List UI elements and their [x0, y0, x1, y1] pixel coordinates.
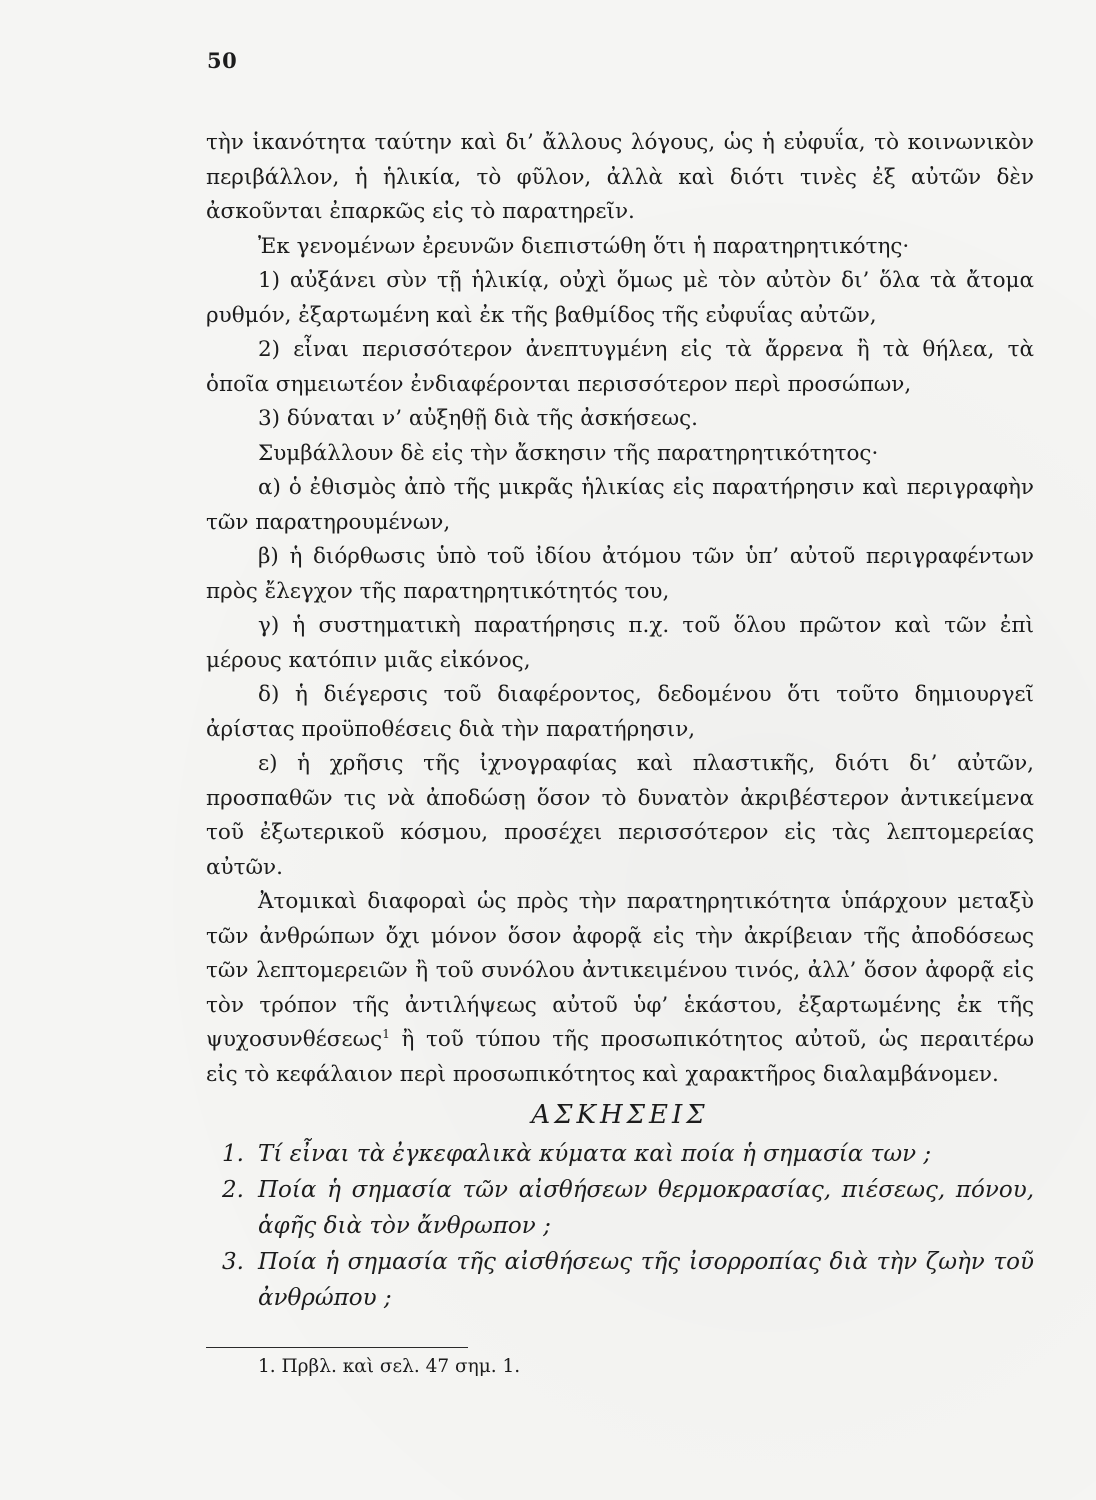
exercise-item-3 [206, 1244, 1034, 1316]
footnote-marker: 1 [382, 1026, 390, 1041]
list-item-c: γ) ἡ συστηματικὴ παρατήρησις π.χ. τοῦ ὅλου πρῶτον καὶ τῶν ἐπὶ μέρους κατόπιν μιᾶς εἰκόνος, [206, 613, 1034, 673]
list-item-1: 1) αὐξάνει σὺν τῇ ἡλικίᾳ, οὐχὶ ὅμως μὲ τὸν αὐτὸν δι’ ὅλα τὰ ἄτομα ρυθμόν, ἐξαρτωμένη καὶ ἐκ τῆς βαθμίδος τῆς εὐφυΐας αὐτῶν, [206, 268, 1034, 328]
exercise-number: 3. [222, 1249, 244, 1275]
exercise-item-1 [206, 1136, 1034, 1172]
paragraph-text-part2: ἢ τοῦ τύπου τῆς προσωπικότητος αὐτοῦ, ὡς περαιτέρω εἰς τὸ κεφάλαιον περὶ προσωπικότητος καὶ χαρακτῆρος διαλαμβάνομεν. [206, 1027, 1034, 1087]
paragraph-individual-differences [206, 885, 1034, 1092]
exercise-item-2 [206, 1172, 1034, 1244]
exercise-text: Ποία ἡ σημασία τῶν αἰσθήσεων θερμοκρασίας, πιέσεως, πόνου, ἁφῆς διὰ τὸν ἄνθρωπον ; [258, 1177, 1034, 1239]
list-item-2: 2) εἶναι περισσότερον ἀνεπτυγμένη εἰς τὰ ἄρρενα ἢ τὰ θήλεα, τὰ ὁποῖα σημειωτέον ἐνδιαφέρονται περισσότερον περὶ προσώπων, [206, 337, 1034, 397]
paragraph-research: Ἐκ γενομένων ἐρευνῶν διεπιστώθη ὅτι ἡ παρατηρητικότης· [258, 233, 910, 259]
paragraph-intro: τὴν ἱκανότητα ταύτην καὶ δι’ ἄλλους λόγους, ὡς ἡ εὐφυΐα, τὸ κοινωνικὸν περιβάλλον, ἡ ἡλικία, τὸ φῦλον, ἀλλὰ καὶ διότι τινὲς ἐξ αὐτῶν δὲν ἀσκοῦνται ἐπαρκῶς εἰς τὸ παρατηρεῖν. [206, 130, 1034, 224]
list-item-d: δ) ἡ διέγερσις τοῦ διαφέροντος, δεδομένου ὅτι τοῦτο δημιουργεῖ ἀρίστας προϋποθέσεις διὰ τὴν παρατήρησιν, [206, 682, 1034, 742]
exercises-heading: ΑΣΚΗΣΕΙΣ [531, 1100, 709, 1130]
paragraph-contributions: Συμβάλλουν δὲ εἰς τὴν ἄσκησιν τῆς παρατηρητικότητος· [258, 440, 879, 466]
footnote: 1. Πρβλ. καὶ σελ. 47 σημ. 1. [258, 1356, 521, 1377]
list-item-a: α) ὁ ἐθισμὸς ἀπὸ τῆς μικρᾶς ἡλικίας εἰς παρατήρησιν καὶ περιγραφὴν τῶν παρατηρουμένων, [206, 475, 1034, 535]
footnote-divider [206, 1347, 468, 1348]
page-number: 50 [207, 48, 238, 73]
exercise-number: 1. [222, 1141, 244, 1167]
exercise-text: Ποία ἡ σημασία τῆς αἰσθήσεως τῆς ἰσορροπίας διὰ τὴν ζωὴν τοῦ ἀνθρώπου ; [258, 1249, 1034, 1311]
body-text [206, 126, 1034, 1316]
list-item-3: 3) δύναται ν’ αὐξηθῇ διὰ τῆς ἀσκήσεως. [258, 406, 699, 431]
list-item-e: ε) ἡ χρῆσις τῆς ἰχνογραφίας καὶ πλαστικῆς, διότι δι’ αὐτῶν, προσπαθῶν τις νὰ ἀποδώσῃ ὅσον τὸ δυνατὸν ἀκριβέστερον ἀντικείμενα τοῦ ἐξωτερικοῦ κόσμου, προσέχει περισσότερον εἰς τὰς λεπτομερείας αὐτῶν. [206, 751, 1034, 880]
exercise-number: 2. [222, 1177, 244, 1203]
paragraph-text-part1: Ἀτομικαὶ διαφοραὶ ὡς πρὸς τὴν παρατηρητικότητα ὑπάρχουν μεταξὺ τῶν ἀνθρώπων ὄχι μόνον ὅσον ἀφορᾷ εἰς τὴν ἀκρίβειαν τῆς ἀποδόσεως τῶν λεπτομερειῶν ἢ τοῦ συνόλου ἀντικειμένου τινός, ἀλλ’ ὅσον ἀφορᾷ εἰς τὸν τρόπον τῆς ἀντιλήψεως αὐτοῦ ὑφ’ ἑκάστου, ἐξαρτωμένης ἐκ τῆς ψυχοσυνθέσεως [206, 889, 1034, 1052]
list-item-b: β) ἡ διόρθωσις ὑπὸ τοῦ ἰδίου ἀτόμου τῶν ὑπ’ αὐτοῦ περιγραφέντων πρὸς ἔλεγχον τῆς παρατηρητικότητός του, [206, 544, 1034, 604]
exercise-text: Τί εἶναι τὰ ἐγκεφαλικὰ κύματα καὶ ποία ἡ σημασία των ; [258, 1141, 932, 1167]
